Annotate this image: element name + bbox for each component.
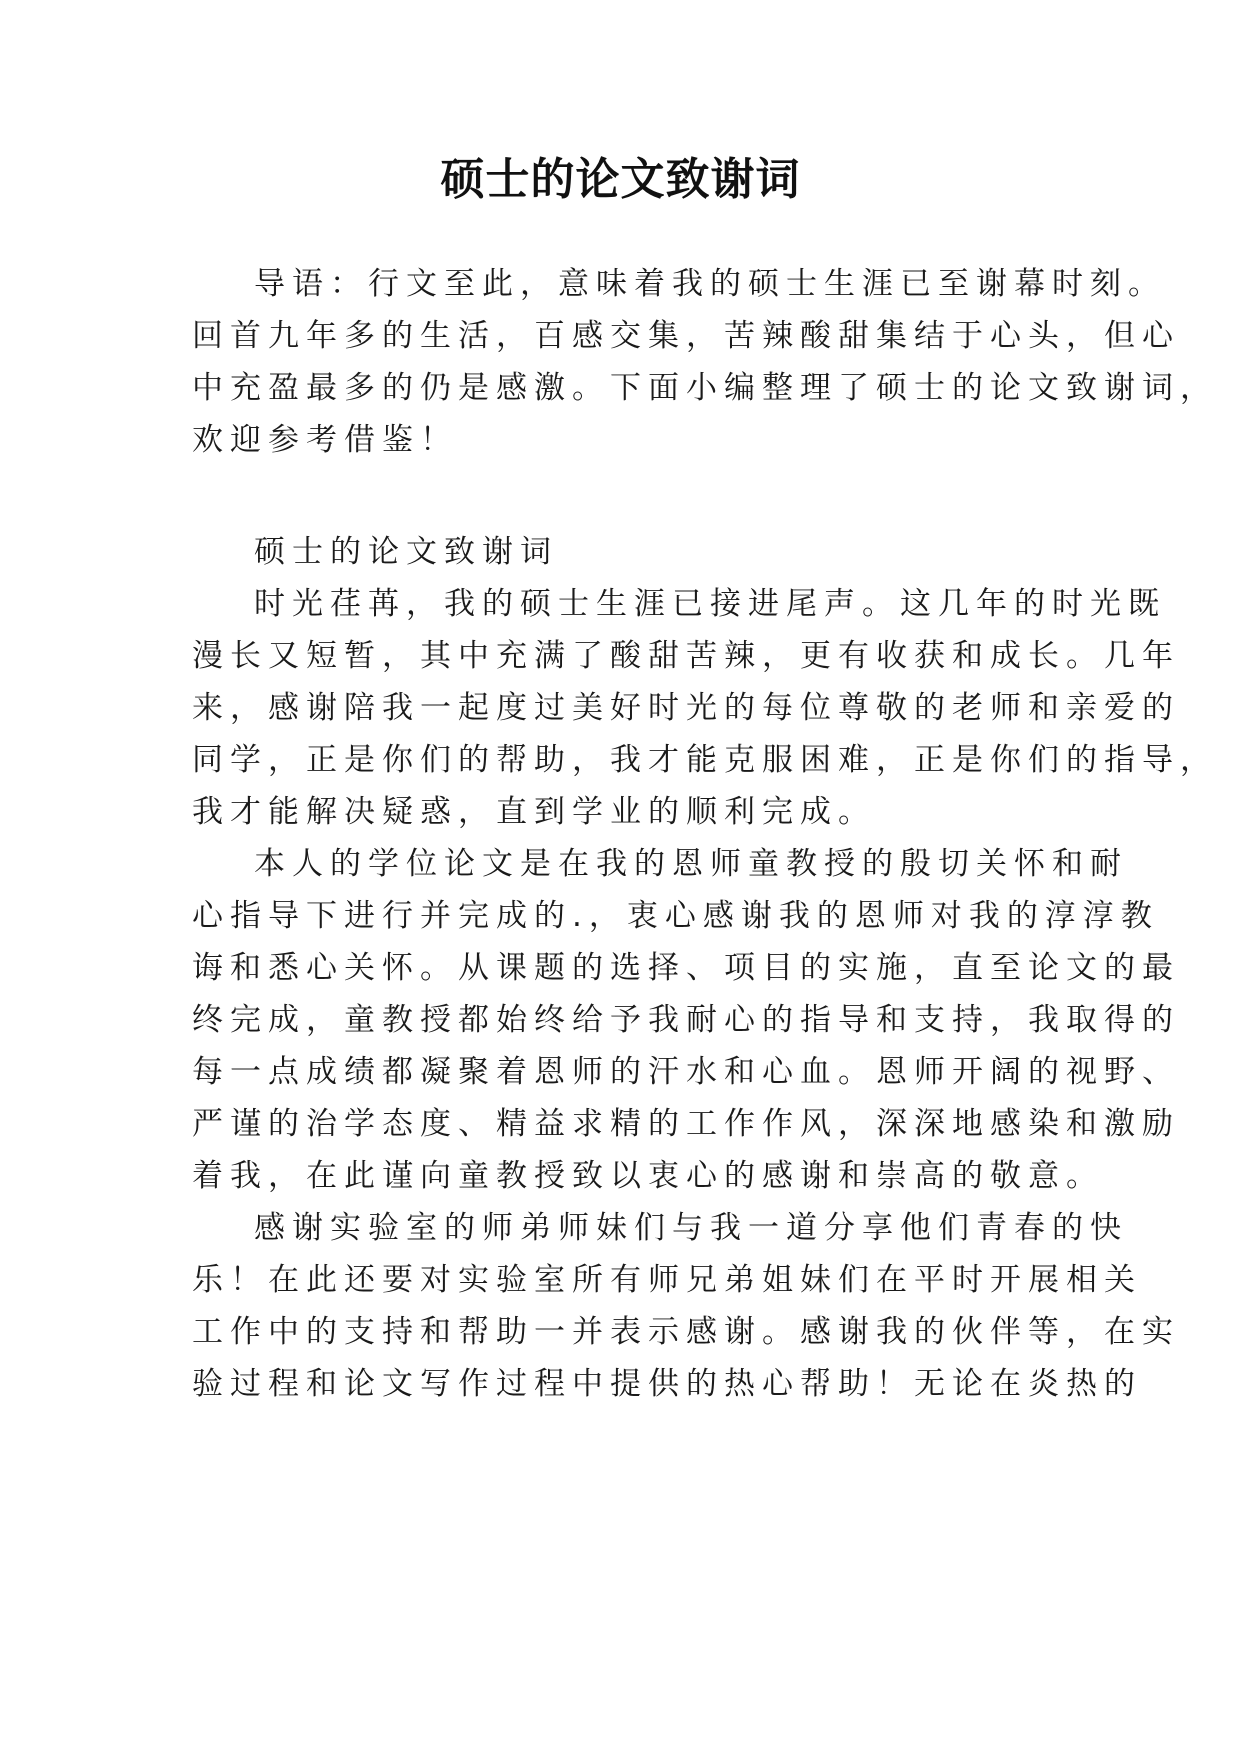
paragraph-3 — [192, 1202, 1180, 1410]
document-body — [192, 258, 1218, 1410]
paragraph-1 — [192, 578, 1218, 838]
para1-line-4: 同学，正是你们的帮助，我才能克服困难，正是你们的指导， — [192, 742, 1218, 778]
intro-line-1: 导语：行文至此，意味着我的硕士生涯已至谢幕时刻。 — [254, 266, 1166, 302]
paragraph-2 — [192, 838, 1180, 1202]
para2-line-4: 终完成，童教授都始终给予我耐心的指导和支持，我取得的 — [192, 1002, 1180, 1038]
intro-line-2: 回首九年多的生活，百感交集，苦辣酸甜集结于心头，但心 — [192, 318, 1180, 354]
intro-line-3: 中充盈最多的仍是感激。下面小编整理了硕士的论文致谢词， — [192, 370, 1218, 406]
para2-line-3: 诲和悉心关怀。从课题的选择、项目的实施，直至论文的最 — [192, 950, 1180, 986]
para3-line-1: 感谢实验室的师弟师妹们与我一道分享他们青春的快 — [254, 1210, 1128, 1246]
para1-line-1: 时光荏苒，我的硕士生涯已接进尾声。这几年的时光既 — [254, 586, 1166, 622]
para1-line-2: 漫长又短暂，其中充满了酸甜苦辣，更有收获和成长。几年 — [192, 638, 1180, 674]
para2-line-6: 严谨的治学态度、精益求精的工作作风，深深地感染和激励 — [192, 1106, 1180, 1142]
section-heading: 硕士的论文致谢词 — [254, 534, 558, 570]
intro-paragraph — [192, 258, 1218, 466]
para1-line-5: 我才能解决疑惑，直到学业的顺利完成。 — [192, 794, 876, 830]
para3-line-3: 工作中的支持和帮助一并表示感谢。感谢我的伙伴等，在实 — [192, 1314, 1180, 1350]
section-spacer — [192, 466, 1072, 526]
para3-line-4: 验过程和论文写作过程中提供的热心帮助！无论在炎热的 — [192, 1366, 1142, 1402]
para2-line-7: 着我，在此谨向童教授致以衷心的感谢和崇高的敬意。 — [192, 1158, 1104, 1194]
para2-line-2: 心指导下进行并完成的.，衷心感谢我的恩师对我的淳淳教 — [192, 898, 1159, 934]
intro-line-4: 欢迎参考借鉴！ — [192, 422, 458, 458]
document-title: 硕士的论文致谢词 — [440, 154, 801, 205]
para1-line-3: 来，感谢陪我一起度过美好时光的每位尊敬的老师和亲爱的 — [192, 690, 1180, 726]
para2-line-5: 每一点成绩都凝聚着恩师的汗水和心血。恩师开阔的视野、 — [192, 1054, 1180, 1090]
para3-line-2: 乐！在此还要对实验室所有师兄弟姐妹们在平时开展相关 — [192, 1262, 1142, 1298]
para2-line-1: 本人的学位论文是在我的恩师童教授的殷切关怀和耐 — [254, 846, 1128, 882]
